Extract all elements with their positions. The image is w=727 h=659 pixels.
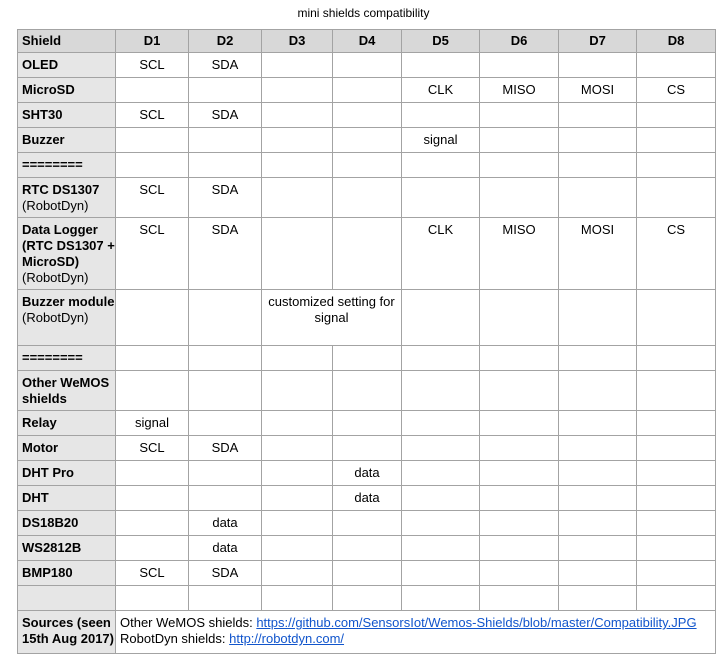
pin-cell[interactable] — [333, 218, 402, 290]
shield-name: DS18B20 — [22, 515, 79, 530]
shield-name: DHT Pro — [22, 465, 74, 480]
table-row — [18, 218, 716, 290]
pin-cell[interactable] — [333, 436, 402, 461]
pin-cell[interactable]: data — [333, 461, 402, 486]
shield-name-cell[interactable] — [18, 511, 116, 536]
shield-vendor: (RobotDyn) — [22, 310, 89, 325]
shield-name-cell[interactable] — [18, 536, 116, 561]
pin-cell[interactable] — [559, 486, 637, 511]
pin-cell[interactable] — [116, 486, 189, 511]
shield-name: MicroSD — [22, 82, 75, 97]
shield-name: Other WeMOS shields — [22, 375, 110, 406]
table-row — [18, 53, 716, 78]
table-body — [18, 53, 716, 611]
shield-name-cell[interactable] — [18, 78, 116, 103]
pin-cell[interactable]: MOSI — [559, 78, 637, 103]
shield-name: Motor — [22, 440, 59, 455]
pin-cell[interactable] — [559, 536, 637, 561]
pin-cell[interactable]: MISO — [480, 78, 559, 103]
pin-cell[interactable]: SCL — [116, 218, 189, 290]
wemos-sources-link[interactable]: https://github.com/SensorsIot/Wemos-Shields/blob/master/Compatibility.JPG — [256, 615, 697, 630]
pin-cell[interactable] — [637, 411, 716, 436]
shield-name-cell[interactable] — [18, 290, 116, 346]
pin-cell[interactable] — [559, 511, 637, 536]
pin-cell[interactable] — [480, 411, 559, 436]
pin-cell[interactable] — [480, 128, 559, 153]
pin-cell[interactable] — [637, 53, 716, 78]
compatibility-table — [17, 29, 716, 654]
pin-cell[interactable] — [480, 486, 559, 511]
shield-vendor: (RobotDyn) — [22, 198, 89, 213]
pin-cell[interactable]: CS — [637, 78, 716, 103]
pin-cell[interactable] — [637, 346, 716, 371]
shield-name: Buzzer — [22, 132, 65, 147]
column-header-d8[interactable]: D8 — [637, 30, 716, 53]
pin-cell[interactable] — [480, 561, 559, 586]
pin-cell[interactable] — [637, 511, 716, 536]
pin-cell[interactable] — [480, 103, 559, 128]
pin-cell[interactable] — [402, 290, 480, 346]
pin-cell[interactable] — [559, 153, 637, 178]
pin-cell[interactable] — [559, 436, 637, 461]
pin-cell[interactable] — [402, 561, 480, 586]
pin-cell[interactable] — [262, 536, 333, 561]
pin-cell[interactable] — [637, 290, 716, 346]
shield-vendor: (RobotDyn) — [22, 270, 89, 285]
shield-name-cell[interactable] — [18, 436, 116, 461]
pin-cell[interactable] — [402, 103, 480, 128]
pin-cell[interactable] — [189, 128, 262, 153]
pin-cell[interactable] — [402, 411, 480, 436]
pin-cell[interactable] — [480, 178, 559, 218]
sheet-title: mini shields compatibility — [297, 6, 430, 20]
pin-cell[interactable] — [333, 586, 402, 611]
pin-cell[interactable] — [333, 346, 402, 371]
pin-cell[interactable] — [116, 153, 189, 178]
pin-cell[interactable] — [189, 371, 262, 411]
shield-name-cell[interactable] — [18, 346, 116, 371]
pin-cell[interactable] — [402, 461, 480, 486]
pin-cell[interactable] — [559, 586, 637, 611]
pin-cell[interactable] — [333, 78, 402, 103]
sources-row — [18, 611, 716, 654]
pin-cell[interactable] — [402, 371, 480, 411]
pin-cell[interactable] — [637, 153, 716, 178]
pin-cell[interactable] — [116, 371, 189, 411]
shield-name: OLED — [22, 57, 59, 72]
pin-cell[interactable]: data — [189, 536, 262, 561]
pin-cell[interactable]: customized setting for signal — [262, 290, 402, 346]
pin-cell[interactable] — [637, 178, 716, 218]
pin-cell[interactable]: signal — [402, 128, 480, 153]
table-row — [18, 411, 716, 436]
pin-cell[interactable] — [480, 290, 559, 346]
pin-cell[interactable]: CS — [637, 218, 716, 290]
pin-cell[interactable] — [480, 536, 559, 561]
table-row — [18, 346, 716, 371]
pin-cell[interactable] — [559, 561, 637, 586]
column-header-d6[interactable]: D6 — [480, 30, 559, 53]
pin-cell[interactable] — [189, 411, 262, 436]
pin-cell[interactable] — [559, 346, 637, 371]
column-header-d4[interactable]: D4 — [333, 30, 402, 53]
shield-name: RTC DS1307 — [22, 182, 100, 197]
pin-cell[interactable]: SCL — [116, 103, 189, 128]
table-row — [18, 178, 716, 218]
shield-name-cell[interactable] — [18, 53, 116, 78]
pin-cell[interactable] — [559, 128, 637, 153]
pin-cell[interactable]: SDA — [189, 53, 262, 78]
pin-cell[interactable] — [262, 346, 333, 371]
pin-cell[interactable] — [402, 53, 480, 78]
pin-cell[interactable] — [637, 561, 716, 586]
pin-cell[interactable] — [262, 561, 333, 586]
table-row — [18, 436, 716, 461]
pin-cell[interactable] — [559, 461, 637, 486]
pin-cell[interactable]: data — [189, 511, 262, 536]
sources-cell[interactable] — [116, 611, 716, 654]
pin-cell[interactable] — [189, 78, 262, 103]
pin-cell[interactable]: MOSI — [559, 218, 637, 290]
pin-cell[interactable] — [189, 346, 262, 371]
table-row — [18, 128, 716, 153]
pin-cell[interactable] — [189, 461, 262, 486]
table-row — [18, 153, 716, 178]
pin-cell[interactable] — [116, 586, 189, 611]
pin-cell[interactable] — [262, 511, 333, 536]
pin-cell[interactable]: SCL — [116, 436, 189, 461]
pin-cell[interactable] — [116, 290, 189, 346]
pin-cell[interactable] — [333, 128, 402, 153]
pin-cell[interactable]: SDA — [189, 436, 262, 461]
pin-cell[interactable] — [333, 178, 402, 218]
pin-cell[interactable] — [262, 461, 333, 486]
pin-cell[interactable] — [262, 53, 333, 78]
pin-cell[interactable] — [402, 178, 480, 218]
pin-cell[interactable] — [262, 411, 333, 436]
pin-cell[interactable]: SDA — [189, 218, 262, 290]
pin-cell[interactable] — [559, 103, 637, 128]
pin-cell[interactable]: CLK — [402, 78, 480, 103]
column-header-d5[interactable]: D5 — [402, 30, 480, 53]
pin-cell[interactable] — [480, 371, 559, 411]
pin-cell[interactable]: SCL — [116, 561, 189, 586]
pin-cell[interactable] — [637, 103, 716, 128]
table-row — [18, 371, 716, 411]
pin-cell[interactable]: SDA — [189, 561, 262, 586]
pin-cell[interactable] — [333, 511, 402, 536]
pin-cell[interactable] — [480, 53, 559, 78]
pin-cell[interactable] — [333, 53, 402, 78]
column-header-d7[interactable]: D7 — [559, 30, 637, 53]
pin-cell[interactable] — [402, 486, 480, 511]
pin-cell[interactable] — [262, 371, 333, 411]
pin-cell[interactable] — [559, 411, 637, 436]
shield-name: Buzzer module — [22, 294, 115, 309]
shield-name: DHT — [22, 490, 49, 505]
table-row — [18, 78, 716, 103]
pin-cell[interactable] — [116, 511, 189, 536]
pin-cell[interactable] — [333, 561, 402, 586]
pin-cell[interactable] — [637, 371, 716, 411]
shield-name: BMP180 — [22, 565, 73, 580]
pin-cell[interactable] — [262, 436, 333, 461]
pin-cell[interactable] — [402, 346, 480, 371]
pin-cell[interactable] — [637, 128, 716, 153]
pin-cell[interactable] — [559, 178, 637, 218]
pin-cell[interactable]: CLK — [402, 218, 480, 290]
pin-cell[interactable] — [262, 103, 333, 128]
pin-cell[interactable] — [189, 586, 262, 611]
pin-cell[interactable] — [116, 346, 189, 371]
table-row — [18, 561, 716, 586]
table-row — [18, 290, 716, 346]
pin-cell[interactable] — [480, 346, 559, 371]
shield-name: SHT30 — [22, 107, 63, 122]
column-header-shield[interactable]: Shield — [18, 30, 116, 53]
shield-name: WS2812B — [22, 540, 82, 555]
pin-cell[interactable] — [262, 128, 333, 153]
shield-name-cell[interactable] — [18, 586, 116, 611]
pin-cell[interactable] — [189, 290, 262, 346]
sources-line1-prefix: Other WeMOS shields: — [120, 615, 257, 630]
pin-cell[interactable] — [637, 486, 716, 511]
pin-cell[interactable] — [333, 371, 402, 411]
robotdyn-sources-link[interactable]: http://robotdyn.com/ — [229, 631, 345, 646]
pin-cell[interactable] — [262, 178, 333, 218]
pin-cell[interactable] — [480, 436, 559, 461]
pin-cell[interactable] — [637, 461, 716, 486]
pin-cell[interactable] — [333, 411, 402, 436]
pin-cell[interactable]: signal — [116, 411, 189, 436]
pin-cell[interactable] — [559, 371, 637, 411]
pin-cell[interactable]: SDA — [189, 103, 262, 128]
pin-cell[interactable] — [262, 153, 333, 178]
pin-cell[interactable]: MISO — [480, 218, 559, 290]
table-row — [18, 486, 716, 511]
column-header-d2[interactable]: D2 — [189, 30, 262, 53]
pin-cell[interactable] — [480, 511, 559, 536]
pin-cell[interactable]: SCL — [116, 53, 189, 78]
pin-cell[interactable] — [116, 128, 189, 153]
table-row — [18, 461, 716, 486]
pin-cell[interactable] — [402, 511, 480, 536]
shield-name-cell[interactable] — [18, 411, 116, 436]
pin-cell[interactable] — [262, 486, 333, 511]
column-header-d3[interactable]: D3 — [262, 30, 333, 53]
pin-cell[interactable] — [480, 586, 559, 611]
shield-name-cell[interactable] — [18, 486, 116, 511]
shield-name: ======== — [22, 350, 83, 365]
column-header-d1[interactable]: D1 — [116, 30, 189, 53]
pin-cell[interactable] — [402, 153, 480, 178]
pin-cell[interactable] — [262, 218, 333, 290]
pin-cell[interactable] — [637, 536, 716, 561]
pin-cell[interactable] — [559, 53, 637, 78]
table-row — [18, 586, 716, 611]
pin-cell[interactable] — [480, 153, 559, 178]
pin-cell[interactable]: SCL — [116, 178, 189, 218]
table-row — [18, 511, 716, 536]
table-row — [18, 103, 716, 128]
pin-cell[interactable] — [333, 103, 402, 128]
shield-name-cell[interactable] — [18, 153, 116, 178]
pin-cell[interactable] — [637, 586, 716, 611]
pin-cell[interactable] — [333, 153, 402, 178]
shield-name-cell[interactable] — [18, 103, 116, 128]
pin-cell[interactable] — [559, 290, 637, 346]
pin-cell[interactable] — [116, 461, 189, 486]
pin-cell[interactable] — [637, 436, 716, 461]
pin-cell[interactable]: SDA — [189, 178, 262, 218]
shield-name-cell[interactable] — [18, 561, 116, 586]
pin-cell[interactable] — [189, 486, 262, 511]
shield-name: Relay — [22, 415, 57, 430]
shield-name-cell[interactable] — [18, 461, 116, 486]
pin-cell[interactable] — [402, 586, 480, 611]
shield-name: ======== — [22, 157, 83, 172]
pin-cell[interactable]: data — [333, 486, 402, 511]
shield-name-cell[interactable] — [18, 128, 116, 153]
sources-label-cell[interactable] — [18, 611, 116, 654]
sources-label: Sources (seen 15th Aug 2017) — [22, 615, 114, 646]
pin-cell[interactable] — [116, 78, 189, 103]
pin-cell[interactable] — [262, 78, 333, 103]
header-row — [18, 30, 716, 53]
pin-cell[interactable] — [402, 536, 480, 561]
sources-line2-prefix: RobotDyn shields: — [120, 631, 230, 646]
pin-cell[interactable] — [262, 586, 333, 611]
shield-name-cell[interactable] — [18, 218, 116, 290]
shield-name-cell[interactable] — [18, 371, 116, 411]
pin-cell[interactable] — [189, 153, 262, 178]
shield-name-cell[interactable] — [18, 178, 116, 218]
pin-cell[interactable] — [480, 461, 559, 486]
shield-name: Data Logger (RTC DS1307 + MicroSD) — [22, 222, 115, 269]
pin-cell[interactable] — [116, 536, 189, 561]
table-row — [18, 536, 716, 561]
pin-cell[interactable] — [333, 536, 402, 561]
pin-cell[interactable] — [402, 436, 480, 461]
